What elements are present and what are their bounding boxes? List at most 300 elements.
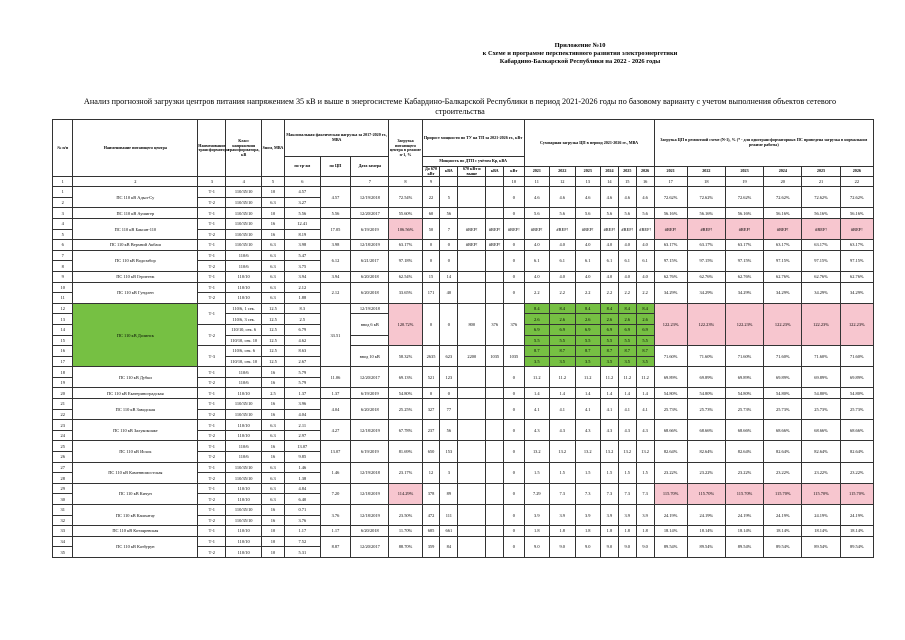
repair-load: 56.16% <box>654 208 687 219</box>
load-pct: 33.65% <box>389 282 422 303</box>
growth-over670: #REF! <box>458 240 486 251</box>
load-by-cp: 4.04 <box>320 399 351 420</box>
total-load: 5.5 <box>636 335 654 346</box>
repair-load: 34.29% <box>654 282 687 303</box>
total-load: 1.8 <box>524 526 549 537</box>
year-2026: 2026 <box>636 167 654 177</box>
growth-upto670: 12 <box>422 462 440 483</box>
total-load: 5.6 <box>601 208 619 219</box>
snom: 6.3 <box>262 282 285 293</box>
total-load: 4.0 <box>524 240 549 251</box>
transformer-name: Т-1 <box>198 399 226 410</box>
voltage-class: 110/10 <box>226 494 262 505</box>
row-number: 30 <box>53 494 73 505</box>
snom: 12.5 <box>262 303 285 314</box>
measure-date: 6/20/2018 <box>351 399 389 420</box>
snom: 16 <box>262 218 285 229</box>
table-row <box>53 505 874 516</box>
repair-load: 25.73% <box>654 399 687 420</box>
snom: 2.5 <box>262 388 285 399</box>
growth-kva: 40 <box>440 282 458 303</box>
repair-load: 72.62% <box>802 187 840 208</box>
total-load: 4.1 <box>575 399 600 420</box>
total-load: 3.5 <box>636 356 654 367</box>
growth-value: 0 <box>440 303 458 345</box>
load-by-tr: 5.31 <box>284 547 320 558</box>
repair-load: 115.70% <box>654 483 687 504</box>
transformer-name: Т-1 <box>198 303 226 324</box>
repair-load: 25.73% <box>725 399 763 420</box>
row-number: 1 <box>53 187 73 198</box>
header-repair-load: Загрузка ЦП в ремонтной схеме (N-1), % (* - для однотрансформаторных ПС приведена загрузка в нормальном режиме работы) <box>654 120 873 167</box>
row-number: 28 <box>53 473 73 484</box>
total-load: 1.8 <box>636 526 654 537</box>
transformer-name: Т-2 <box>198 409 226 420</box>
total-load: 4.6 <box>601 187 619 208</box>
center-name: ПС 110 кВ Гундлен <box>73 282 198 303</box>
repair-load: 82.64% <box>764 441 802 462</box>
column-number: 18 <box>687 177 725 187</box>
transformer-name: Т-1 <box>198 367 226 378</box>
center-name: ПС 110 кВ Каменномостская <box>73 462 198 483</box>
repair-load: 62.76% <box>802 271 840 282</box>
load-by-tr: 3.96 <box>284 399 320 410</box>
center-name: ПС 110 кВ Заводская <box>73 399 198 420</box>
load-by-cp: 4.27 <box>320 420 351 441</box>
repair-load: 18.14% <box>725 526 763 537</box>
snom: 6.3 <box>262 271 285 282</box>
growth-kva-2 <box>486 420 504 441</box>
load-pct: 72.54% <box>389 187 422 208</box>
total-load: 3.5 <box>524 356 549 367</box>
total-load: 2.2 <box>524 282 549 303</box>
snom: 6.3 <box>262 494 285 505</box>
total-load: 6.9 <box>601 324 619 335</box>
repair-load: 82.64% <box>654 441 687 462</box>
repair-load: 97.15% <box>725 250 763 271</box>
measure-date <box>351 335 389 346</box>
repair-load: 62.76% <box>840 271 873 282</box>
transformer-name: Т-1 <box>198 250 226 261</box>
load-by-tr: 5.56 <box>284 208 320 219</box>
load-by-tr: 4.04 <box>284 409 320 420</box>
voltage-class: 110/35/10 <box>226 197 262 208</box>
voltage-class: 110/35/10 <box>226 240 262 251</box>
row-number: 14 <box>53 324 73 335</box>
growth-upto670: 359 <box>422 536 440 557</box>
total-load: 3.9 <box>550 505 575 526</box>
load-by-tr: 12.41 <box>284 218 320 229</box>
growth-upto670: 0 <box>422 240 440 251</box>
growth-upto670: 237 <box>422 420 440 441</box>
total-load: 3.5 <box>550 356 575 367</box>
total-load: 9.0 <box>575 536 600 557</box>
total-load: 1.5 <box>524 462 549 483</box>
total-load: 6.1 <box>550 250 575 271</box>
center-name: ПС 110 кВ Залукокоаже <box>73 420 198 441</box>
load-pct: 63.17% <box>389 240 422 251</box>
total-load: 4.6 <box>618 187 636 208</box>
repair-load: 68.66% <box>725 420 763 441</box>
repair-load: 63.17% <box>654 240 687 251</box>
total-load: 8.4 <box>524 303 549 314</box>
load-by-tr: 3.94 <box>284 271 320 282</box>
center-name: ПС 110 кВ Кашхатау <box>73 505 198 526</box>
growth-kva: 89 <box>440 483 458 504</box>
load-by-cp: 3.94 <box>320 271 351 282</box>
measure-date: 12/20/2017 <box>351 536 389 557</box>
repair-load: 63.17% <box>840 240 873 251</box>
growth-over670 <box>458 505 486 526</box>
total-load: 13.2 <box>618 441 636 462</box>
repair-load: 97.15% <box>802 250 840 271</box>
load-by-tr: 3.76 <box>284 515 320 526</box>
total-load: 4.0 <box>636 271 654 282</box>
snom: 6.3 <box>262 240 285 251</box>
total-load: 8.7 <box>575 346 600 357</box>
voltage-class: 110/35/10 <box>226 505 262 516</box>
measure-date: 6/20/2018 <box>351 526 389 537</box>
transformer-name: Т-2 <box>198 452 226 463</box>
growth-kva: 0 <box>440 240 458 251</box>
repair-load: 63.17% <box>687 240 725 251</box>
table-row <box>53 388 874 399</box>
total-load: 4.3 <box>575 420 600 441</box>
repair-load: 54.80% <box>654 388 687 399</box>
growth-kva-2: #REF! <box>486 240 504 251</box>
column-number: 2 <box>73 177 198 187</box>
total-load: 2.6 <box>601 314 619 325</box>
column-number: 20 <box>764 177 802 187</box>
repair-load: 54.80% <box>802 388 840 399</box>
total-load: 2.2 <box>550 282 575 303</box>
snom: 16 <box>262 441 285 452</box>
repair-load: 89.54% <box>802 536 840 557</box>
total-load: 4.1 <box>601 399 619 420</box>
column-number: 10 <box>504 177 524 187</box>
repair-load: 18.14% <box>654 526 687 537</box>
load-pct: 58.32% <box>389 346 422 367</box>
repair-load: 68.66% <box>840 420 873 441</box>
column-number: 8 <box>389 177 422 187</box>
voltage-class: 110/35/10 <box>226 187 262 198</box>
voltage-class: 110/6, сек. 6 <box>226 346 262 357</box>
load-by-tr: 1.17 <box>284 526 320 537</box>
table-row <box>53 240 874 251</box>
repair-load: 89.54% <box>654 536 687 557</box>
repair-load: 69.89% <box>802 367 840 388</box>
repair-load: 69.89% <box>764 367 802 388</box>
total-load: 7.3 <box>575 483 600 504</box>
repair-load: 115.70% <box>725 483 763 504</box>
growth-kva-2 <box>486 505 504 526</box>
load-by-tr: 6.79 <box>284 324 320 335</box>
load-pct: 23.17% <box>389 462 422 483</box>
repair-load: 97.15% <box>840 250 873 271</box>
load-by-tr: 5.79 <box>284 367 320 378</box>
growth-kvt: 376 <box>504 303 524 345</box>
growth-kvt: 0 <box>504 536 524 557</box>
header-num: № п/п <box>53 120 73 177</box>
measure-date: 12/18/2019 <box>351 483 389 504</box>
measure-date: 12/19/2018 <box>351 303 389 314</box>
year-2021: 2021 <box>524 167 549 177</box>
column-number: 17 <box>654 177 687 187</box>
growth-upto670: 650 <box>422 441 440 462</box>
growth-over670 <box>458 441 486 462</box>
growth-kvt: 0 <box>504 388 524 399</box>
load-pct: 67.78% <box>389 420 422 441</box>
snom: 6.3 <box>262 293 285 304</box>
growth-kvt: 0 <box>504 240 524 251</box>
growth-kva-2 <box>486 388 504 399</box>
load-by-tr: 5.79 <box>284 377 320 388</box>
total-load: 6.9 <box>636 324 654 335</box>
repair-load: 23.22% <box>840 462 873 483</box>
column-number: 15 <box>618 177 636 187</box>
table-row <box>53 208 874 219</box>
snom: 10 <box>262 187 285 198</box>
total-load: 13.2 <box>524 441 549 462</box>
row-number: 24 <box>53 430 73 441</box>
row-number: 34 <box>53 536 73 547</box>
row-number: 8 <box>53 261 73 272</box>
load-by-cp: 3.76 <box>320 505 351 526</box>
load-by-tr: 2.11 <box>284 420 320 431</box>
rep-year-2023: 2023 <box>725 167 763 177</box>
load-pct: 62.54% <box>389 271 422 282</box>
header-voltage-class: Класс напряжения трансформатора, кВ <box>226 120 262 177</box>
total-load: 4.0 <box>575 271 600 282</box>
snom: 16 <box>262 505 285 516</box>
total-load: 1.8 <box>618 526 636 537</box>
total-load: 7.29 <box>524 483 549 504</box>
total-load: 8.7 <box>618 346 636 357</box>
repair-load: 34.29% <box>764 282 802 303</box>
repair-load: 18.14% <box>687 526 725 537</box>
repair-load: 24.19% <box>725 505 763 526</box>
document-title <box>0 42 905 66</box>
voltage-class: 110/10 <box>226 293 262 304</box>
growth-upto670: 378 <box>422 483 440 504</box>
growth-value: 1035 <box>486 346 504 367</box>
transformer-name: Т-1 <box>198 282 226 293</box>
total-load: 5.5 <box>524 335 549 346</box>
total-load: 7.3 <box>601 483 619 504</box>
voltage-class: 110/10 <box>226 282 262 293</box>
repair-load: #REF! <box>654 218 687 239</box>
total-load: 6.9 <box>550 324 575 335</box>
growth-upto670: 50 <box>422 218 440 239</box>
column-number: 22 <box>840 177 873 187</box>
header-upto670: До 670 кВт <box>422 167 440 177</box>
load-by-tr: 4.84 <box>284 483 320 494</box>
total-load: 1.4 <box>550 388 575 399</box>
growth-kva-2 <box>486 462 504 483</box>
load-by-cp: 6.12 <box>320 250 351 271</box>
snom: 6.3 <box>262 420 285 431</box>
column-number: 13 <box>575 177 600 187</box>
load-by-tr: 2.5 <box>284 314 320 325</box>
rep-year-2021: 2021 <box>654 167 687 177</box>
load-by-cp: 3.98 <box>320 240 351 251</box>
total-load: 3.9 <box>618 505 636 526</box>
growth-upto670: 0 <box>422 388 440 399</box>
total-load: 5.5 <box>618 335 636 346</box>
total-load: 9.0 <box>636 536 654 557</box>
total-load: #REF! <box>601 218 619 239</box>
voltage-class: 110/6, 1 сек. <box>226 303 262 314</box>
total-load: 8.7 <box>524 346 549 357</box>
growth-kva-2 <box>486 282 504 303</box>
repair-load: 71.60% <box>725 346 763 367</box>
voltage-class: 110/35/10 <box>226 515 262 526</box>
load-by-tr: 13.07 <box>284 441 320 452</box>
growth-kva: 153 <box>440 441 458 462</box>
repair-load: 63.17% <box>764 240 802 251</box>
measure-date: 6/20/2018 <box>351 271 389 282</box>
growth-kva-2: #REF! <box>486 218 504 239</box>
header-total-load: Суммарная загрузка ЦП в период 2021-2026 гг., МВА <box>524 120 654 167</box>
total-load: 9.0 <box>550 536 575 557</box>
total-load: 4.0 <box>618 271 636 282</box>
growth-kvt: 0 <box>504 250 524 271</box>
growth-kva: 3 <box>440 462 458 483</box>
measure-date: 12/19/2018 <box>351 462 389 483</box>
repair-load: 24.19% <box>654 505 687 526</box>
center-name: ПС 110 кВ Верхний Акбаш <box>73 240 198 251</box>
repair-load: 68.66% <box>764 420 802 441</box>
repair-load: 71.60% <box>840 346 873 367</box>
repair-load: 68.66% <box>687 420 725 441</box>
repair-load: 62.76% <box>764 271 802 282</box>
load-by-tr: 2.12 <box>284 282 320 293</box>
load-by-tr: 5.47 <box>284 250 320 261</box>
snom: 12.5 <box>262 346 285 357</box>
snom: 10 <box>262 547 285 558</box>
growth-kva-2 <box>486 399 504 420</box>
repair-load: 24.19% <box>687 505 725 526</box>
growth-kva: 77 <box>440 399 458 420</box>
total-load: 9.0 <box>524 536 549 557</box>
total-load: 5.6 <box>636 208 654 219</box>
total-load: 5.5 <box>550 335 575 346</box>
total-load: 4.6 <box>575 187 600 208</box>
table-row <box>53 271 874 282</box>
repair-load: 69.89% <box>687 367 725 388</box>
voltage-class: 110/10 <box>226 388 262 399</box>
column-number: 12 <box>550 177 575 187</box>
load-analysis-table <box>52 119 874 558</box>
total-load: 1.5 <box>575 462 600 483</box>
transformer-name: Т-1 <box>198 526 226 537</box>
repair-load: 72.62% <box>687 187 725 208</box>
growth-kvt: 0 <box>504 505 524 526</box>
load-by-tr: 1.46 <box>284 462 320 473</box>
table-row <box>53 462 874 473</box>
total-load: 11.2 <box>524 367 549 388</box>
voltage-class: 110/6 <box>226 261 262 272</box>
snom: 16 <box>262 367 285 378</box>
total-load: 8.7 <box>601 346 619 357</box>
growth-kva: 111 <box>440 505 458 526</box>
total-load: 6.1 <box>618 250 636 271</box>
total-load: 6.1 <box>636 250 654 271</box>
repair-load: 56.16% <box>764 208 802 219</box>
total-load: 8.4 <box>575 303 600 314</box>
growth-kva: 14 <box>440 271 458 282</box>
load-pct: 88.70% <box>389 536 422 557</box>
growth-kvt: #REF! <box>504 218 524 239</box>
total-load: 2.6 <box>575 314 600 325</box>
rep-year-2026: 2026 <box>840 167 873 177</box>
load-by-tr: 7.52 <box>284 536 320 547</box>
transformer-name: Т-1 <box>198 240 226 251</box>
total-load: 7.3 <box>618 483 636 504</box>
row-number: 5 <box>53 229 73 240</box>
voltage-class: 110/35/10 <box>226 409 262 420</box>
row-number: 15 <box>53 335 73 346</box>
repair-load: 23.22% <box>654 462 687 483</box>
repair-load: 71.60% <box>764 346 802 367</box>
row-number: 31 <box>53 505 73 516</box>
total-load: 6.1 <box>524 250 549 271</box>
growth-upto670: 0 <box>422 250 440 271</box>
header-by-cp: по ЦП <box>320 157 351 177</box>
header-kva-2: кВА <box>486 167 504 177</box>
header-kvt: кВт <box>504 167 524 177</box>
growth-over670 <box>458 399 486 420</box>
repair-load: 72.62% <box>725 187 763 208</box>
total-load: 2.6 <box>636 314 654 325</box>
repair-load: 63.17% <box>802 240 840 251</box>
transformer-name: Т-2 <box>198 293 226 304</box>
growth-over670 <box>458 187 486 208</box>
transformer-name: Т-1 <box>198 218 226 229</box>
row-number: 4 <box>53 218 73 229</box>
row-number: 9 <box>53 271 73 282</box>
total-load: 4.3 <box>524 420 549 441</box>
transformer-name: Т-2 <box>198 324 226 345</box>
total-load: 3.9 <box>575 505 600 526</box>
total-load: 11.2 <box>575 367 600 388</box>
voltage-class: 110/10 <box>226 526 262 537</box>
voltage-class: 110/10 <box>226 483 262 494</box>
center-name: ПС 110 кВ Аушигер <box>73 208 198 219</box>
repair-load: 89.54% <box>725 536 763 557</box>
measure-date: 12/18/2019 <box>351 505 389 526</box>
transformer-name: Т-3 <box>198 346 226 367</box>
repair-load: 89.54% <box>764 536 802 557</box>
appendix-region: Кабардино-Балкарской Республики на 2022 - 2026 годы <box>499 58 661 65</box>
rep-year-2025: 2025 <box>802 167 840 177</box>
growth-value: 800 <box>458 303 486 345</box>
growth-kva: 7 <box>440 218 458 239</box>
load-by-cp: 7.20 <box>320 483 351 504</box>
column-number: 4 <box>226 177 262 187</box>
total-load: 5.6 <box>524 208 549 219</box>
input-6kv: ввод 6 кВ <box>351 314 389 335</box>
load-pct: 69.13% <box>389 367 422 388</box>
repair-load: 122.23% <box>764 303 802 345</box>
total-load: 8.4 <box>636 303 654 314</box>
repair-load: 71.60% <box>654 346 687 367</box>
total-load: 6.1 <box>575 250 600 271</box>
repair-load: 82.64% <box>802 441 840 462</box>
load-by-tr: 8.19 <box>284 229 320 240</box>
load-by-cp: 4.57 <box>320 187 351 208</box>
total-load: 11.2 <box>601 367 619 388</box>
